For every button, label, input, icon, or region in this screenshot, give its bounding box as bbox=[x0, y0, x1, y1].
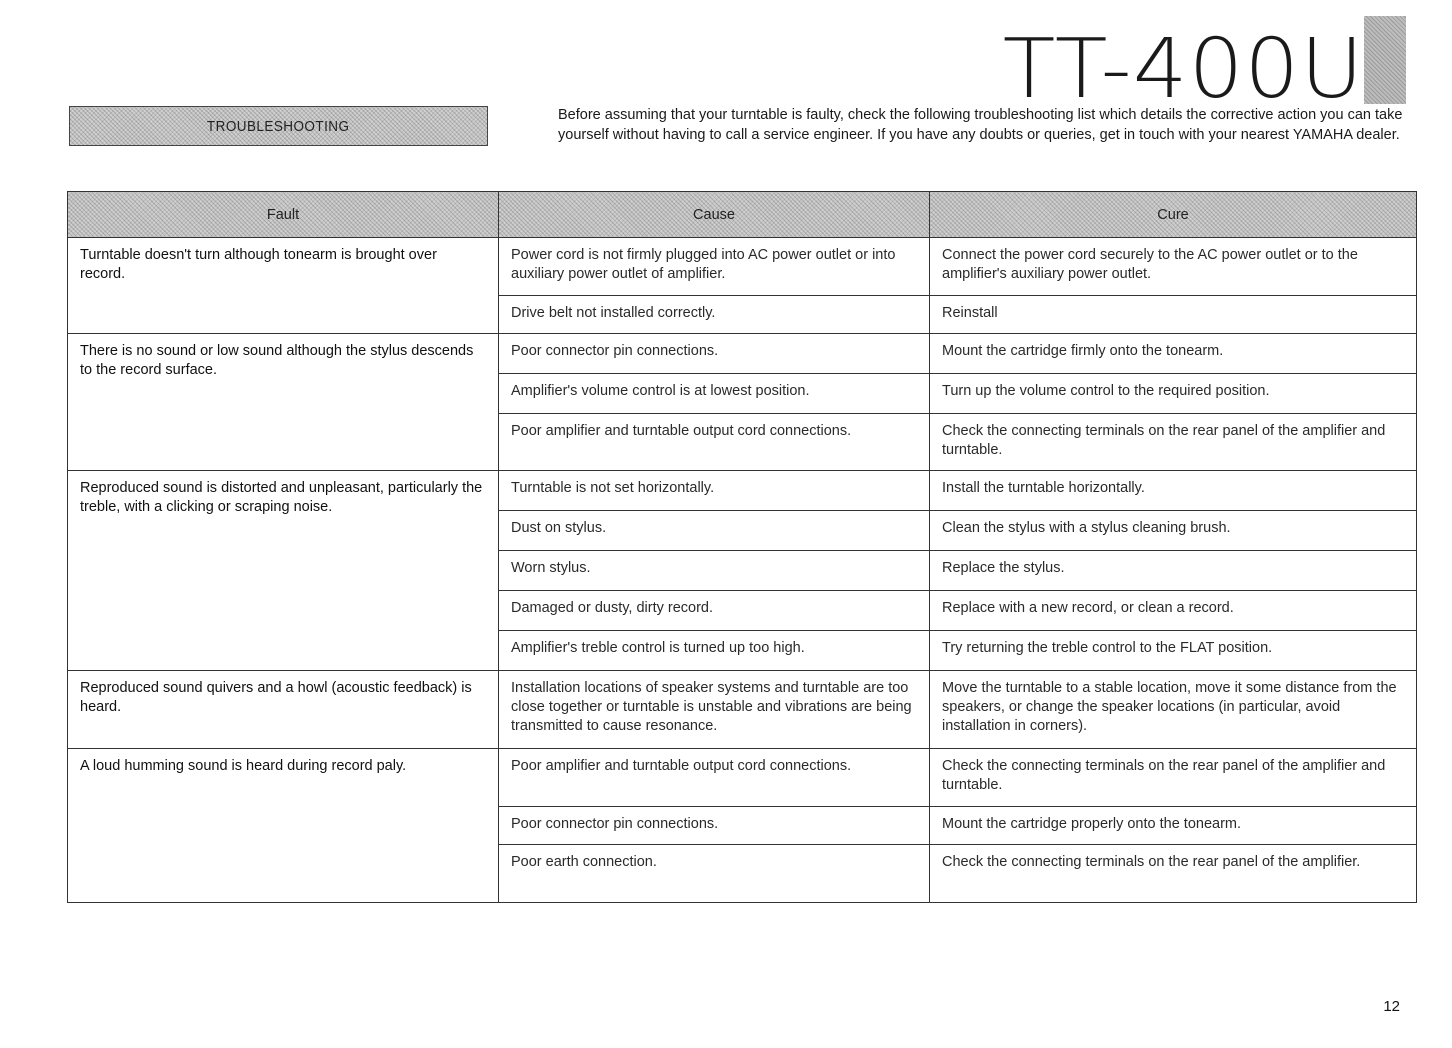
column-header-cause: Cause bbox=[499, 192, 930, 238]
cause-cell: Amplifier's treble control is turned up too high. bbox=[499, 631, 930, 671]
cause-cell: Turntable is not set horizontally. bbox=[499, 471, 930, 511]
fault-cell: A loud humming sound is heard during record paly. bbox=[68, 749, 499, 903]
cure-cell: Turn up the volume control to the required position. bbox=[930, 374, 1417, 414]
cure-cell: Mount the cartridge properly onto the tonearm. bbox=[930, 807, 1417, 845]
cure-cell: Check the connecting terminals on the rear panel of the amplifier and turntable. bbox=[930, 749, 1417, 807]
cause-cell: Drive belt not installed correctly. bbox=[499, 296, 930, 334]
table-row bbox=[68, 334, 1417, 374]
table-row bbox=[68, 238, 1417, 296]
corner-tab-marker bbox=[1364, 16, 1406, 104]
cause-cell: Poor earth connection. bbox=[499, 845, 930, 903]
cause-cell: Poor connector pin connections. bbox=[499, 334, 930, 374]
section-title: TROUBLESHOOTING bbox=[207, 117, 350, 135]
cure-cell: Clean the stylus with a stylus cleaning brush. bbox=[930, 511, 1417, 551]
table-row bbox=[68, 749, 1417, 807]
intro-paragraph: Before assuming that your turntable is faulty, check the following troubleshooting list which details the corrective action you can take yourself without having to call a service engineer. If you have any doubts or queries, get in touch with your nearest YAMAHA dealer. bbox=[558, 107, 1403, 143]
table-header-row bbox=[68, 192, 1417, 238]
cause-cell: Dust on stylus. bbox=[499, 511, 930, 551]
cure-cell: Connect the power cord securely to the AC power outlet or to the amplifier's auxiliary power outlet. bbox=[930, 238, 1417, 296]
cause-cell: Poor connector pin connections. bbox=[499, 807, 930, 845]
cause-cell: Power cord is not firmly plugged into AC power outlet or into auxiliary power outlet of amplifier. bbox=[499, 238, 930, 296]
table-row bbox=[68, 671, 1417, 749]
cure-cell: Mount the cartridge firmly onto the tonearm. bbox=[930, 334, 1417, 374]
table-row bbox=[68, 471, 1417, 511]
cure-cell: Replace with a new record, or clean a record. bbox=[930, 591, 1417, 631]
cause-cell: Amplifier's volume control is at lowest position. bbox=[499, 374, 930, 414]
cause-cell: Worn stylus. bbox=[499, 551, 930, 591]
fault-cell: Reproduced sound quivers and a howl (acoustic feedback) is heard. bbox=[68, 671, 499, 749]
section-banner bbox=[69, 106, 488, 146]
cure-cell: Check the connecting terminals on the rear panel of the amplifier and turntable. bbox=[930, 414, 1417, 471]
fault-cell: There is no sound or low sound although the stylus descends to the record surface. bbox=[68, 334, 499, 471]
fault-cell: Turntable doesn't turn although tonearm is brought over record. bbox=[68, 238, 499, 334]
model-title: TT-400U bbox=[1002, 22, 1364, 117]
cure-cell: Check the connecting terminals on the rear panel of the amplifier. bbox=[930, 845, 1417, 903]
cause-cell: Installation locations of speaker systems and turntable are too close together or turntable is unstable and vibrations are being transmitted to cause resonance. bbox=[499, 671, 930, 749]
cure-cell: Replace the stylus. bbox=[930, 551, 1417, 591]
cure-cell: Install the turntable horizontally. bbox=[930, 471, 1417, 511]
page-number: 12 bbox=[1383, 998, 1400, 1015]
cure-cell: Try returning the treble control to the FLAT position. bbox=[930, 631, 1417, 671]
cause-cell: Poor amplifier and turntable output cord connections. bbox=[499, 749, 930, 807]
cause-cell: Damaged or dusty, dirty record. bbox=[499, 591, 930, 631]
troubleshooting-table bbox=[67, 191, 1417, 903]
fault-cell: Reproduced sound is distorted and unpleasant, particularly the treble, with a clicking or scraping noise. bbox=[68, 471, 499, 671]
cure-cell: Move the turntable to a stable location, move it some distance from the speakers, or change the speaker locations (in particular, avoid installation in corners). bbox=[930, 671, 1417, 749]
column-header-fault: Fault bbox=[68, 192, 499, 238]
cure-cell: Reinstall bbox=[930, 296, 1417, 334]
cause-cell: Poor amplifier and turntable output cord connections. bbox=[499, 414, 930, 471]
column-header-cure: Cure bbox=[930, 192, 1417, 238]
